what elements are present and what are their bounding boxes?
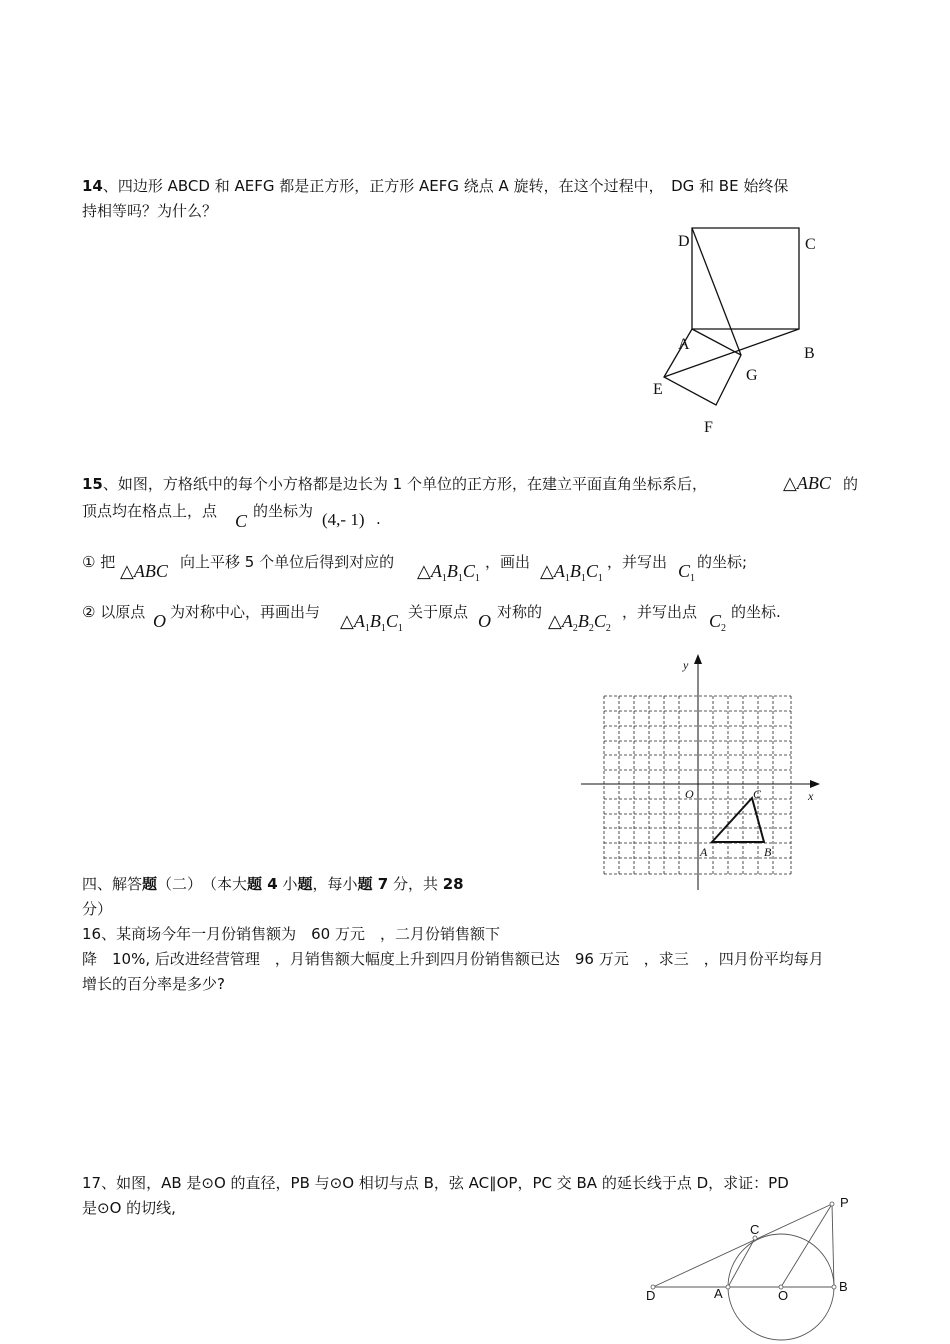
q17-label-c: C (750, 1222, 760, 1237)
q17-circle-figure (640, 1192, 860, 1344)
q14-number: 14 (82, 177, 103, 195)
q17-line-2: 是⊙O 的切线, (82, 1199, 176, 1217)
section-4-header-line-2: 分） (82, 900, 113, 918)
q15-line-2: 顶点均在格点上，点 (82, 502, 218, 520)
q15-point-a: A (700, 845, 708, 859)
q14-label-c: C (805, 236, 816, 253)
q16-line-3: 增长的百分率是多少? (82, 975, 225, 993)
q15-point-b: B (764, 845, 772, 859)
q15-line-1: 15、如图，方格纸中的每个小方格都是边长为 1 个单位的正方形，在建立平面直角坐标系后， (82, 475, 707, 493)
q15-point-c-label: C (753, 787, 762, 801)
q15-y-axis-label: y (683, 658, 689, 672)
q14-squares-figure (640, 222, 840, 442)
q14-label-g: G (746, 367, 758, 384)
q14-line-1: 14、四边形 ABCD 和 AEFG 都是正方形，正方形 AEFG 绕点 A 旋转，在这个过程中， DG 和 BE 始终保 (82, 177, 789, 195)
section-4-header: 四、解答题（二） （本大题 4 小题，每小题 7 分，共 28 (82, 875, 464, 893)
q17-line-1: 17、如图，AB 是⊙O 的直径，PB 与⊙O 相切与点 B，弦 AC∥OP，PC 交 BA 的延长线于点 D，求证：PD (82, 1174, 789, 1192)
q14-label-f: F (704, 419, 713, 436)
q15-number: 15 (82, 475, 103, 493)
q14-line-2: 持相等吗？为什么？ (82, 202, 218, 220)
q15-coord: (4,- 1) (322, 510, 365, 529)
q15-coordinate-grid (575, 650, 825, 900)
q17-label-d: D (646, 1288, 656, 1303)
q15-origin-label: O (685, 787, 694, 801)
q14-label-a: A (678, 336, 690, 353)
q17-label-a: A (714, 1286, 723, 1301)
q14-label-d: D (678, 233, 690, 250)
q15-triangle-abc: △ABC (783, 473, 831, 493)
q14-label-b: B (804, 345, 815, 362)
q15-point-c: C (235, 511, 248, 531)
q16-line-2: 降 10%, 后改进经营管理 ，月销售额大幅度上升到四月份销售额已达 96 万元 ，求三 ，四月份平均每月 (82, 950, 824, 968)
q17-label-o: O (778, 1288, 789, 1303)
q15-part-1: ① 把 (82, 553, 116, 571)
q15-part-2: ② 以原点 (82, 603, 146, 621)
q14-label-e: E (653, 381, 663, 398)
q17-label-p: P (840, 1195, 849, 1210)
q15-x-axis-label: x (808, 789, 814, 803)
q17-label-b: B (839, 1279, 848, 1294)
q16-line-1: 16、某商场今年一月份销售额为 60 万元 ，二月份销售额下 (82, 925, 500, 943)
